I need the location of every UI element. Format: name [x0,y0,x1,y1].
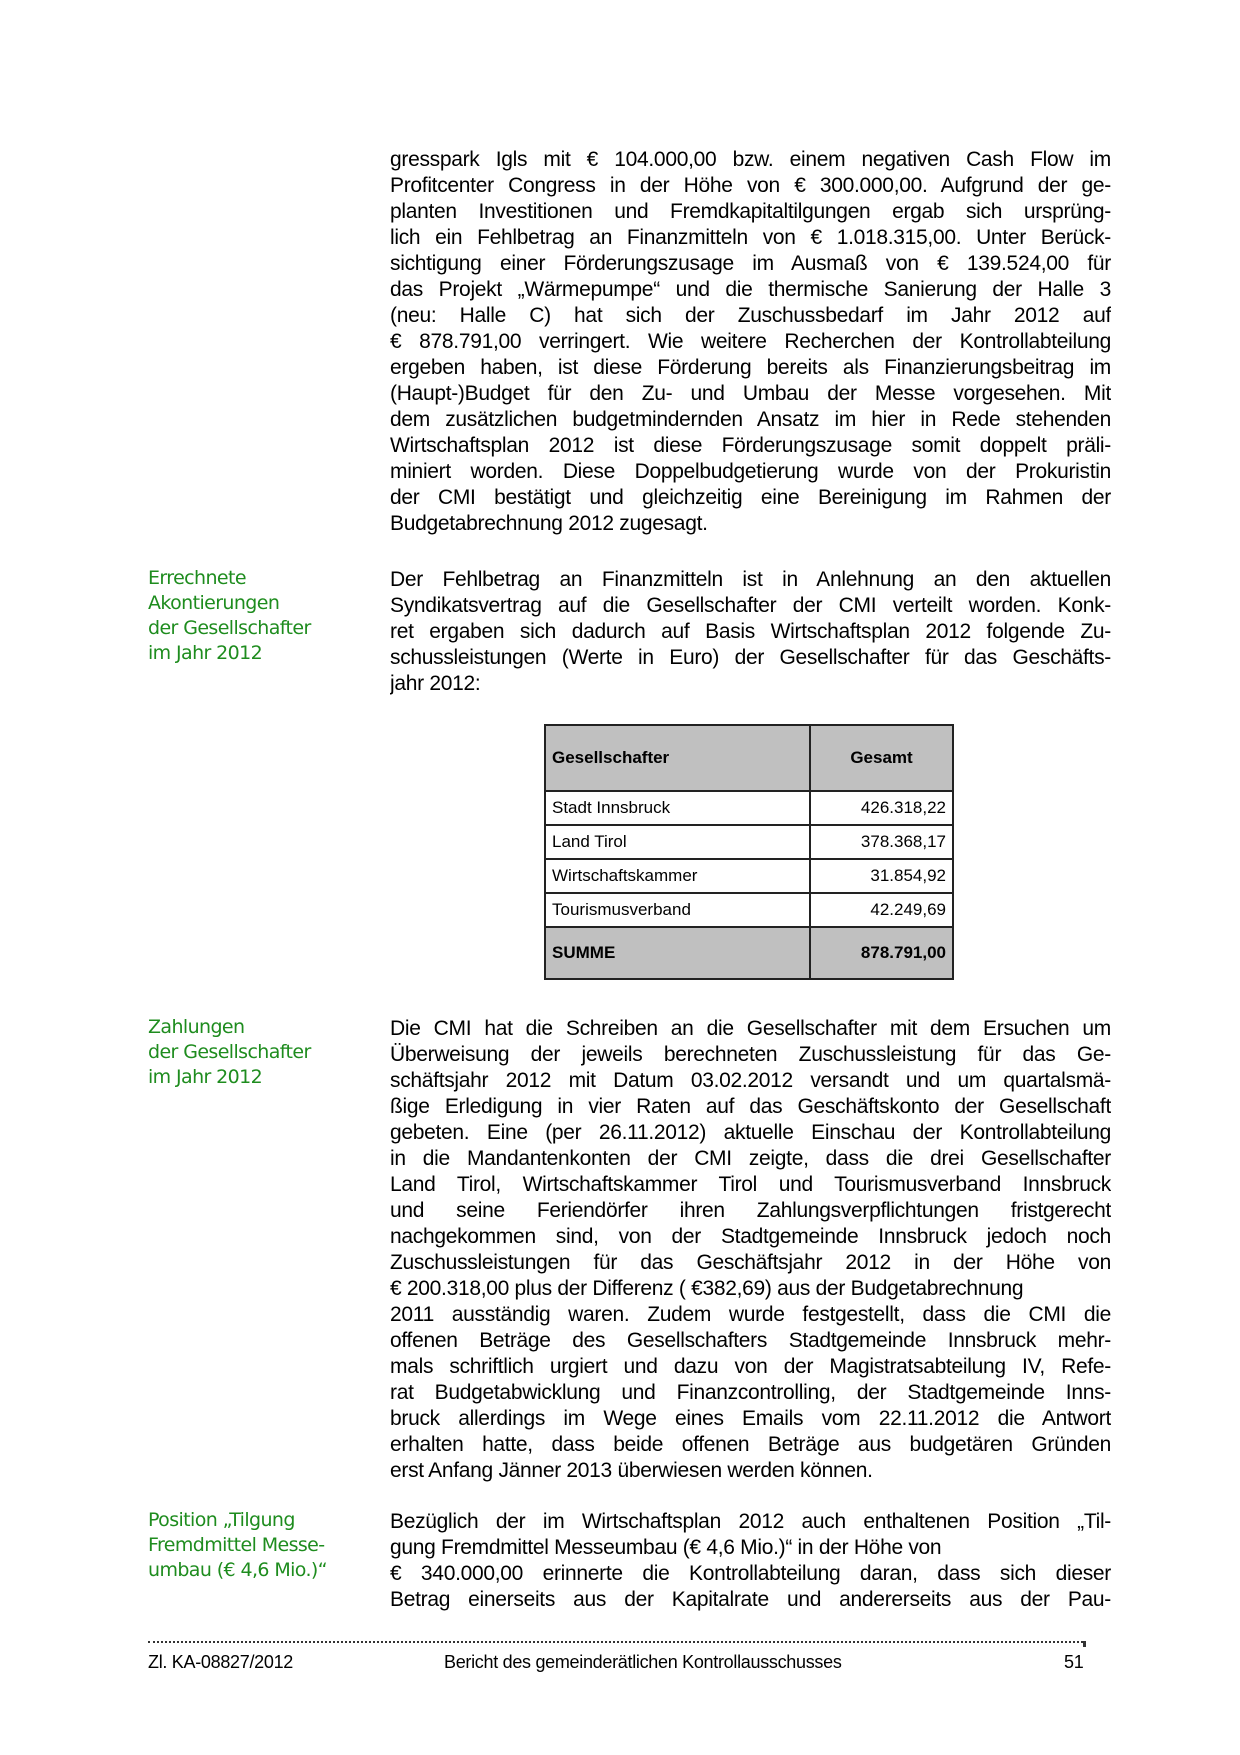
contributions-table [544,724,954,980]
text-line: der CMI bestätigt und gleichzeitig eine Bereinigung im Rahmen der [390,486,1111,509]
text-line: € 878.791,00 verringert. Wie weitere Recherchen der Kontrollabteilung [390,330,1111,353]
margin-note-line: Zahlungen [148,1016,245,1038]
text-line: bruck allerdings im Wege eines Emails vom 22.11.2012 die Antwort [390,1407,1111,1430]
text-line: sichtigung einer Förderungszusage im Ausmaß von € 139.524,00 für [390,252,1111,275]
paragraph-2 [390,567,1111,697]
text-line: rat Budgetabwicklung und Finanzcontrolling, der Stadtgemeinde Inns- [390,1381,1111,1404]
text-line: erst Anfang Jänner 2013 überwiesen werden können. [390,1459,873,1482]
text-line: Der Fehlbetrag an Finanzmitteln ist in Anlehnung an den aktuellen [390,568,1111,591]
table-row [545,859,953,893]
paragraph-4 [390,1509,1111,1613]
text-line: Überweisung der jeweils berechneten Zuschussleistung für das Ge- [390,1043,1111,1066]
table-row [545,791,953,825]
text-line: Die CMI hat die Schreiben an die Gesellschafter mit dem Ersuchen um [390,1017,1111,1040]
margin-note-line: Akontierungen [148,592,280,614]
text-line: in die Mandantenkonten der CMI zeigte, dass die drei Gesellschafter [390,1147,1111,1170]
text-line: 2011 ausständig waren. Zudem wurde festgestellt, dass die CMI die [390,1303,1111,1326]
cell-name: Wirtschaftskammer [545,859,810,893]
text-line: mals schriftlich urgiert und dazu von der Magistratsabteilung IV, Refe- [390,1355,1111,1378]
margin-note-akontierungen [148,566,348,666]
text-line: offenen Beträge des Gesellschafters Stadtgemeinde Innsbruck mehr- [390,1329,1111,1352]
cell-name: Tourismusverband [545,893,810,927]
margin-note-tilgung [148,1508,348,1583]
margin-note-line: der Gesellschafter [148,617,311,639]
margin-note-line: Fremdmittel Messe- [148,1534,325,1556]
text-line: erhalten hatte, dass beide offenen Beträge aus budgetären Gründen [390,1433,1111,1456]
text-line: ßige Erledigung in vier Raten auf das Geschäftskonto der Gesellschaft [390,1095,1111,1118]
text-line: Zuschussleistungen für das Geschäftsjahr 2012 in der Höhe von [390,1251,1111,1274]
margin-note-line: im Jahr 2012 [148,1066,263,1088]
text-line: schäftsjahr 2012 mit Datum 03.02.2012 versandt und um quartalsmä- [390,1069,1111,1092]
cell-amount: 378.368,17 [810,825,953,859]
cell-name: Stadt Innsbruck [545,791,810,825]
cell-total-amount: 878.791,00 [810,927,953,979]
page-number: 51 [1064,1652,1084,1672]
text-line: (neu: Halle C) hat sich der Zuschussbedarf im Jahr 2012 auf [390,304,1111,327]
margin-note-line: Errechnete [148,567,246,589]
margin-note-line: umbau (€ 4,6 Mio.)“ [148,1559,327,1581]
text-line: Syndikatsvertrag auf die Gesellschafter der CMI verteilt worden. Konk- [390,594,1111,617]
text-line: planten Investitionen und Fremdkapitaltilgungen ergab sich ursprüng- [390,200,1111,223]
text-line: das Projekt „Wärmepumpe“ und die thermische Sanierung der Halle 3 [390,278,1111,301]
text-line: nachgekommen sind, von der Stadtgemeinde Innsbruck jedoch noch [390,1225,1111,1248]
text-line: Land Tirol, Wirtschaftskammer Tirol und Tourismusverband Innsbruck [390,1173,1111,1196]
footer-reference: Zl. KA-08827/2012 [148,1652,293,1672]
cell-amount: 42.249,69 [810,893,953,927]
margin-note-line: Position „Tilgung [148,1509,295,1531]
text-line: und seine Feriendörfer ihren Zahlungsverpflichtungen fristgerecht [390,1199,1111,1222]
column-header-gesellschafter: Gesellschafter [545,725,810,791]
text-line: jahr 2012: [390,672,481,695]
paragraph-1 [390,147,1111,537]
cell-total-label: SUMME [545,927,810,979]
text-line: schussleistungen (Werte in Euro) der Gesellschafter für das Geschäfts- [390,646,1111,669]
table-total-row [545,927,953,979]
text-line: Betrag einerseits aus der Kapitalrate und andererseits aus der Pau- [390,1588,1111,1611]
column-header-gesamt: Gesamt [810,725,953,791]
text-line: gung Fremdmittel Messeumbau (€ 4,6 Mio.)“ in der Höhe von [390,1536,942,1559]
cell-amount: 426.318,22 [810,791,953,825]
text-line: € 200.318,00 plus der Differenz ( €382,69) aus der Budgetabrechnung [390,1277,1024,1300]
margin-note-line: der Gesellschafter [148,1041,311,1063]
text-line: Bezüglich der im Wirtschaftsplan 2012 auch enthaltenen Position „Til- [390,1510,1111,1533]
text-line: Budgetabrechnung 2012 zugesagt. [390,512,708,535]
cell-name: Land Tirol [545,825,810,859]
table-row [545,893,953,927]
margin-note-line: im Jahr 2012 [148,642,263,664]
text-line: lich ein Fehlbetrag an Finanzmitteln von € 1.018.315,00. Unter Berück- [390,226,1111,249]
text-line: dem zusätzlichen budgetmindernden Ansatz im hier in Rede stehenden [390,408,1111,431]
table-row [545,825,953,859]
table-header-row [545,725,953,791]
text-line: ret ergaben sich dadurch auf Basis Wirtschaftsplan 2012 folgende Zu- [390,620,1111,643]
text-line: gebeten. Eine (per 26.11.2012) aktuelle Einschau der Kontrollabteilung [390,1121,1111,1144]
margin-note-zahlungen [148,1015,348,1090]
cell-amount: 31.854,92 [810,859,953,893]
footer-title: Bericht des gemeinderätlichen Kontrollausschusses [444,1652,842,1672]
text-line: Profitcenter Congress in der Höhe von € 300.000,00. Aufgrund der ge- [390,174,1111,197]
text-line: Wirtschaftsplan 2012 ist diese Förderungszusage somit doppelt präli- [390,434,1111,457]
paragraph-3 [390,1016,1111,1484]
text-line: gresspark Igls mit € 104.000,00 bzw. einem negativen Cash Flow im [390,148,1111,171]
text-line: € 340.000,00 erinnerte die Kontrollabteilung daran, dass sich dieser [390,1562,1111,1585]
text-line: miniert worden. Diese Doppelbudgetierung wurde von der Prokuristin [390,460,1111,483]
text-line: ergeben haben, ist diese Förderung bereits als Finanzierungsbeitrag im [390,356,1111,379]
text-line: (Haupt-)Budget für den Zu- und Umbau der Messe vorgesehen. Mit [390,382,1111,405]
footer-divider [148,1641,1083,1643]
